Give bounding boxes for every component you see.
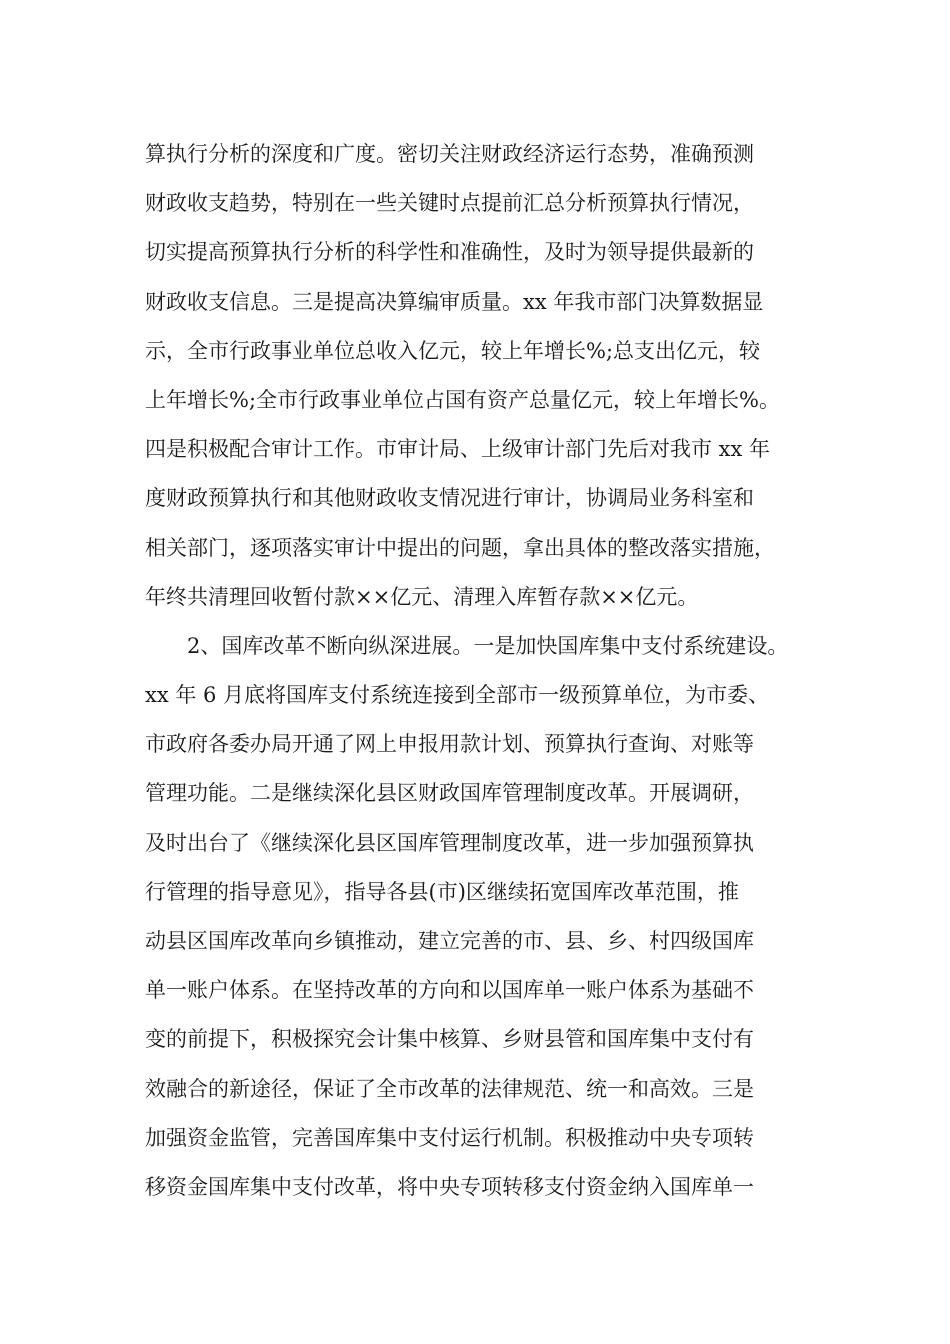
text-line: 切实提高预算执行分析的科学性和准确性，及时为领导提供最新的: [145, 240, 754, 265]
text-line: 四是积极配合审计工作。市审计局、上级审计部门先后对我市 xx 年: [145, 437, 771, 462]
text-line: 移资金国库集中支付改革，将中央专项转移支付资金纳入国库单一: [145, 1174, 754, 1199]
text-line: 管理功能。二是继续深化县区财政国库管理制度改革。开展调研，: [145, 781, 754, 806]
text-line: 度财政预算执行和其他财政收支情况进行审计，协调局业务科室和: [145, 486, 754, 511]
text-line: 行管理的指导意见》，指导各县(市)区继续拓宽国库改革范围，推: [145, 879, 739, 904]
text-line: 动县区国库改革向乡镇推动，建立完善的市、县、乡、村四级国库: [145, 929, 754, 953]
text-line: 相关部门，逐项落实审计中提出的问题，拿出具体的整改落实措施，: [145, 535, 775, 560]
text-line: 财政收支趋势，特别在一些关键时点提前汇总分析预算执行情况，: [145, 191, 754, 216]
text-line: xx 年 6 月底将国库支付系统连接到全部市一级预算单位，为市委、: [145, 683, 770, 708]
text-line: 算执行分析的深度和广度。密切关注财政经济运行态势，准确预测: [145, 142, 754, 166]
text-line: 年终共清理回收暂付款××亿元、清理入库暂存款××亿元。: [145, 584, 699, 609]
text-line: 变的前提下，积极探究会计集中核算、乡财县管和国库集中支付有: [145, 1027, 754, 1052]
text-line: 及时出台了《继续深化县区国库管理制度改革，进一步加强预算执: [145, 830, 754, 855]
text-line: 加强资金监管，完善国库集中支付运行机制。积极推动中央专项转: [145, 1125, 754, 1150]
text-line: 市政府各委办局开通了网上申报用款计划、预算执行查询、对账等: [145, 732, 754, 757]
body-text: [145, 130, 815, 1212]
text-line: 财政收支信息。三是提高决算编审质量。xx 年我市部门决算数据显: [145, 289, 764, 314]
text-line: 2、国库改革不断向纵深进展。一是加快国库集中支付系统建设。: [187, 633, 789, 658]
text-line: 示，全市行政事业单位总收入亿元，较上年增长%;总支出亿元，较: [145, 338, 761, 363]
text-line: 效融合的新途径，保证了全市改革的法律规范、统一和高效。三是: [145, 1076, 754, 1101]
text-line: 上年增长%;全市行政事业单位占国有资产总量亿元，较上年增长%。: [145, 387, 780, 412]
text-line: 单一账户体系。在坚持改革的方向和以国库单一账户体系为基础不: [145, 978, 754, 1003]
